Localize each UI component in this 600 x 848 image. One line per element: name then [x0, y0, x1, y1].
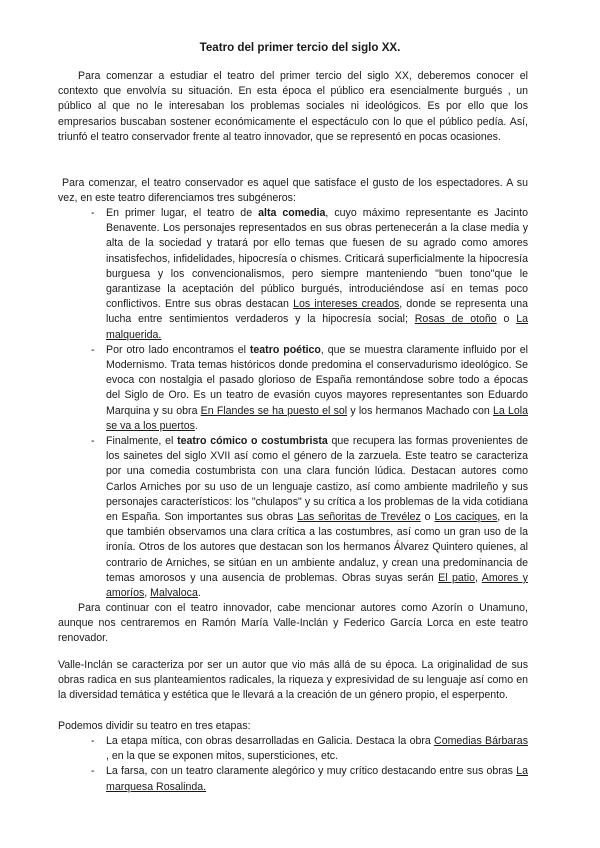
- list-item-farsa: - La farsa, con un teatro claramente alegórico y muy crítico destacando entre sus obras La marquesa Rosalinda.: [58, 764, 528, 794]
- work-title: Malvaloca: [150, 587, 198, 600]
- subgenre-list: [58, 206, 528, 601]
- work-title: La marquesa Rosalinda.: [106, 765, 528, 793]
- term-teatro-comico: teatro cómico o costumbrista: [177, 435, 328, 448]
- work-title: Las señoritas de Trevélez: [297, 511, 421, 524]
- innovative-theatre-paragraph: Para continuar con el teatro innovador, cabe mencionar autores como Azorín o Unamuno, aunque nos centraremos en Ramón María Valle-Inclán y Federico García Lorca en este teatro renovador.: [58, 602, 528, 645]
- work-title: Rosas de otoño: [414, 313, 497, 326]
- work-title: En Flandes se ha puesto el sol: [200, 404, 348, 417]
- valle-inclan-paragraph: Valle-Inclán se caracteriza por ser un autor que vio más allá de su época. La originalidad de sus obras radica en sus planteamientos radicales, la riqueza y expresividad de su lenguaje así como en la diversidad temática y estética que le llevará a la creación de un género propio, el esperpento.: [58, 659, 528, 702]
- work-title: El patio: [438, 571, 475, 584]
- stages-intro: Podemos dividir su teatro en tres etapas:: [58, 720, 251, 732]
- term-teatro-poetico: teatro poético: [249, 343, 321, 356]
- conservative-theatre-intro: Para comenzar, el teatro conservador es aquel que satisface el gusto de los espectadores. A su vez, en este teatro diferenciamos tres subgéneros:: [58, 177, 528, 205]
- list-item-teatro-poetico: - Por otro lado encontramos el teatro poético, que se muestra claramente influido por el Modernismo. Trata temas históricos donde predomina el conservadurismo ideológico. Se evoca con nostalgia el pasado glorioso de España remontándose sobre todo a épocas del Siglo de Oro. Es un teatro de evasión cuyos mayores representantes son Eduardo Marquina y su obra En Flandes se ha puesto el sol y los hermanos Machado con La Lola se va a los puertos.: [58, 343, 528, 434]
- stages-list: [58, 734, 528, 795]
- work-title: Amores y amoríos: [106, 571, 528, 600]
- intro-paragraph: Para comenzar a estudiar el teatro del primer tercio del siglo XX, deberemos conocer el contexto que envolvía su situación. En esta época el público era esencialmente burgués , un público al que no le interesaban los problemas sociales ni ideológicos. Es por ello que los empresarios buscaban sostener económicamente el espectáculo con lo que el público pedía. Así, triunfó el teatro conservador frente al teatro innovador, que se representó en pocas ocasiones.: [58, 70, 528, 143]
- work-title: La Lola se va a los puertos: [106, 404, 528, 432]
- list-item-etapa-mitica: - La etapa mítica, con obras desarrolladas en Galicia. Destaca la obra Comedias Bárbaras , en la que se exponen mitos, supersticiones, etc.: [58, 734, 528, 764]
- list-item-alta-comedia: - En primer lugar, el teatro de alta comedia, cuyo máximo representante es Jacinto Benavente. Los personajes representados en sus obras pertenecerán a la clase media y alta de la sociedad y tratará por ello temas que fuesen de su agrado como amores insatisfechos, infidelidades, hipocresía o chismes. Criticará superficialmente la hipocresía burguesa y los convencionalismos, pero siempre manteniendo "buen tono"que le garantizase la aceptación del público burgués, introduciéndose así en temas poco conflictivos. Entre sus obras destacan Los intereses creados, donde se representa una lucha entre sentimientos verdaderos y la hipocresía social; Rosas de otoño o La malquerida.: [58, 206, 528, 343]
- term-alta-comedia: alta comedia: [258, 207, 326, 219]
- work-title: Los intereses creados: [293, 298, 400, 311]
- work-title: Comedias Bárbaras: [434, 735, 528, 747]
- list-item-teatro-comico: - Finalmente, el teatro cómico o costumbrista que recupera las formas provenientes de los sainetes del siglo XVII así como el género de la zarzuela. Este teatro se caracteriza por una comedia costumbrista con una clara función lúdica. Destacan autores como Carlos Arniches por su uso de un lenguaje castizo, así como ambiente madrileño y sus personajes característicos: los "chulapos" y su crítica a los problemas de la vida cotidiana en España. Son importantes sus obras Las señoritas de Trevélez o Los caciques, en la que también observamos una clara crítica a las costumbres, así como un gran uso de la ironía. Otros de los autores que destacan son los hermanos Álvarez Quintero quienes, al contrario de Arniches, se sitúan en un ambiente andaluz, y crean una predominancia de temas amorosos y una ausencia de problemas. Obras suyas serán El patio, Amores y amoríos, Malvaloca.: [58, 434, 528, 601]
- page-title: Teatro del primer tercio del siglo XX.: [199, 41, 401, 54]
- work-title: La malquerida.: [106, 313, 528, 341]
- work-title: Los caciques: [434, 511, 498, 524]
